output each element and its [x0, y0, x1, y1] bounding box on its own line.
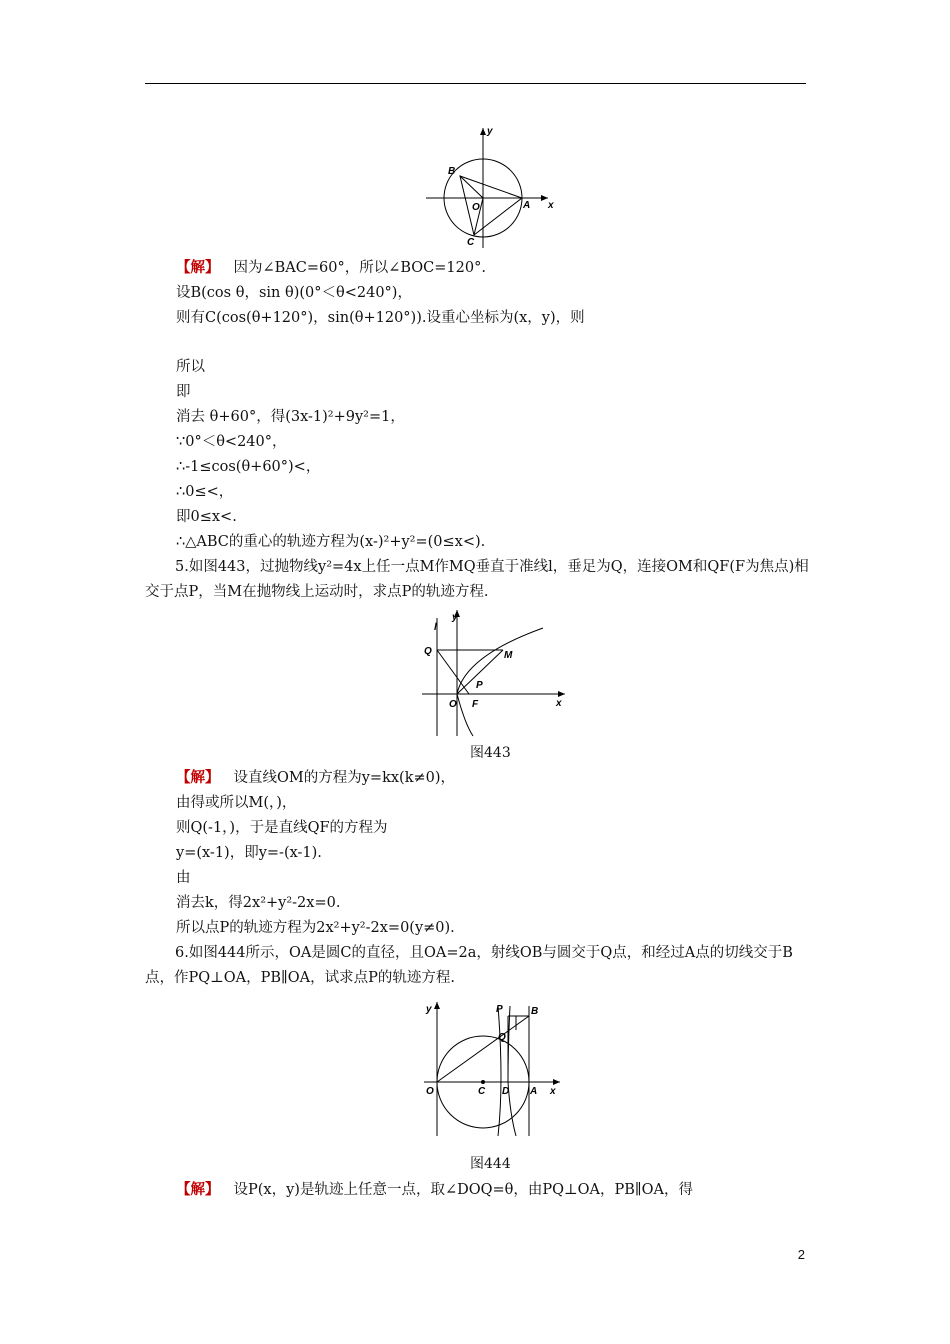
figure-parabola	[420, 606, 570, 738]
solution1-line-4: 所以	[176, 359, 205, 375]
label-x2: x	[556, 698, 562, 709]
solution2-line-7: 所以点P的轨迹方程为2x²+y²-2x=0(y≠0).	[176, 920, 455, 936]
solution1-line-9: ∴0≤<，	[176, 484, 234, 500]
header-rule	[145, 83, 806, 84]
label-o2: O	[449, 699, 457, 710]
label-c: C	[467, 237, 475, 248]
label-q3: Q	[498, 1032, 506, 1043]
problem6-text: 6.如图444所示，OA是圆C的直径，且OA=2a，射线OB与圆交于Q点，和经过A点的切线交于B点，作PQ⊥OA，PB∥OA，试求点P的轨迹方程.	[145, 945, 793, 986]
solution2-line-2: 由得或所以M(，)，	[176, 795, 297, 811]
label-q: Q	[424, 646, 432, 657]
label-c3: C	[478, 1086, 486, 1097]
solution1-line-5: 即	[176, 384, 191, 400]
problem5-text: 5.如图443，过抛物线y²=4x上任一点M作MQ垂直于准线l，垂足为Q，连接OM和QF(F为焦点)相交于点P，当M在抛物线上运动时，求点P的轨迹方程.	[145, 559, 809, 600]
solution1-line-10: 即0≤x<.	[176, 509, 237, 525]
figure-circle-tangent	[420, 996, 570, 1142]
label-b3: B	[531, 1006, 539, 1017]
solution1-line-6: 消去 θ+60°，得(3x-1)²+9y²=1，	[176, 409, 405, 425]
solution1-line-11: ∴△ABC的重心的轨迹方程为(x-)²+y²=(0≤x<).	[176, 534, 486, 550]
label-d3: D	[502, 1086, 510, 1097]
label-b: B	[448, 166, 456, 177]
solution1-tag: 【解】	[176, 259, 220, 276]
solution2-line-5: 由	[176, 870, 191, 886]
label-f: F	[472, 699, 479, 710]
label-y: y	[487, 126, 493, 137]
solution2-line-1: 【解】 设直线OM的方程为y=kx(k≠0)，	[176, 769, 456, 786]
label-a3: A	[530, 1086, 538, 1097]
label-y2: y	[452, 612, 458, 623]
label-o: O	[472, 202, 480, 213]
page-number: 2	[797, 1247, 805, 1262]
solution3-line-1: 【解】 设P(x，y)是轨迹上任意一点，取∠DOQ=θ，由PQ⊥OA，PB∥OA，得	[176, 1181, 693, 1198]
label-y3: y	[426, 1004, 432, 1015]
label-x: x	[548, 200, 554, 211]
figure-triangle-circle	[420, 122, 560, 250]
label-l: l	[434, 622, 437, 633]
solution1-line-1: 【解】 因为∠BAC=60°，所以∠BOC=120°.	[176, 259, 486, 276]
figure3-caption: 图444	[470, 1156, 511, 1172]
solution2-line-4: y=(x-1)，即y=-(x-1).	[176, 845, 322, 861]
label-a: A	[523, 200, 531, 211]
solution1-line-7: ∵0°＜θ<240°，	[176, 434, 287, 450]
solution3-tag: 【解】	[176, 1181, 220, 1198]
label-m: M	[504, 650, 513, 661]
label-x3: x	[550, 1086, 556, 1097]
solution1-line-2: 设B(cos θ，sin θ)(0°＜θ<240°)，	[176, 285, 412, 301]
label-p: P	[476, 680, 483, 691]
label-o3: O	[426, 1086, 434, 1097]
solution2-tag: 【解】	[176, 769, 220, 786]
solution2-line-6: 消去k，得2x²+y²-2x=0.	[176, 895, 341, 911]
solution2-line-3: 则Q(-1，)，于是直线QF的方程为	[176, 820, 388, 836]
figure2-caption: 图443	[470, 745, 511, 761]
solution1-line-3: 则有C(cos(θ+120°)，sin(θ+120°)).设重心坐标为(x，y)，则	[176, 310, 585, 326]
label-p3: P	[496, 1004, 503, 1015]
solution1-line-8: ∴-1≤cos(θ+60°)<，	[176, 459, 321, 475]
